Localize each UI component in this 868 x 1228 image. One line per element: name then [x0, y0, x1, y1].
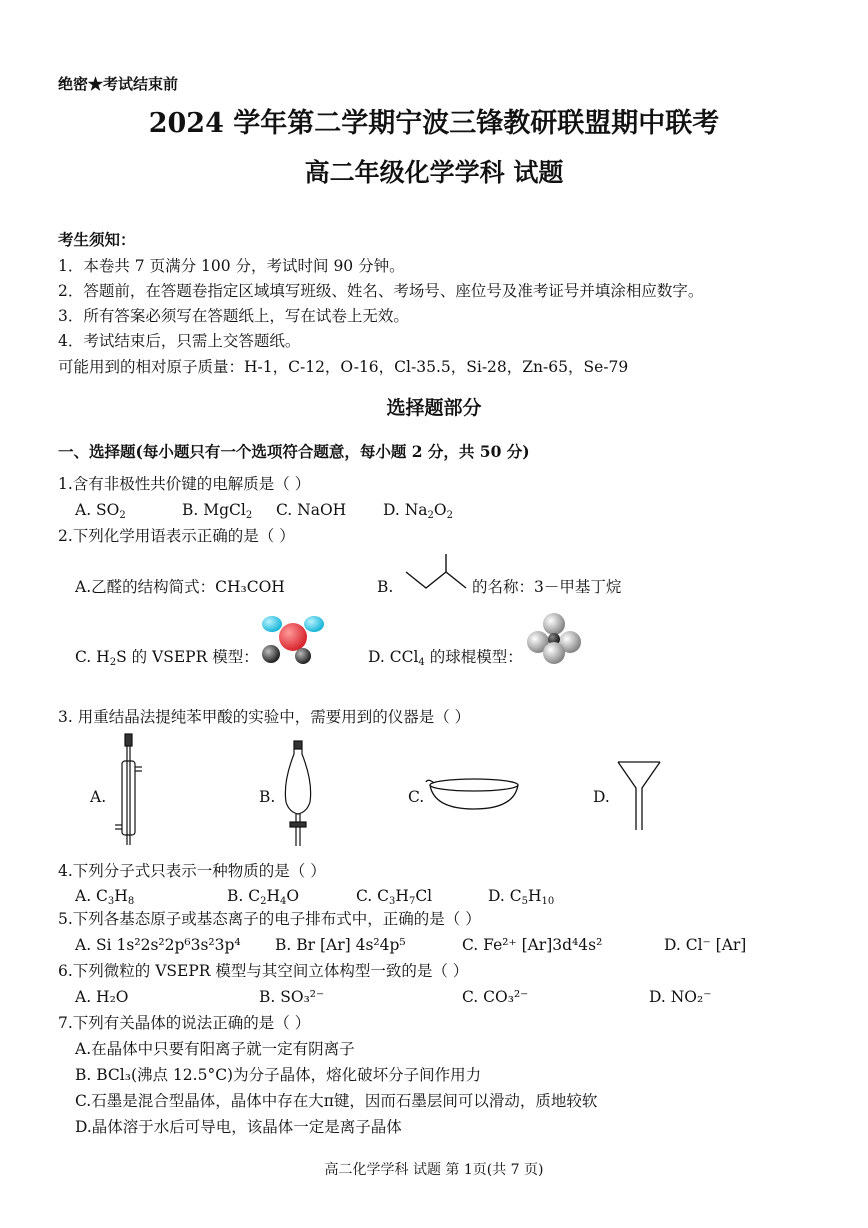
q2-option-d: D. CCl$_4$ 的球棍模型： — [368, 648, 523, 668]
q6-option-b: B. SO₃²⁻ — [259, 988, 325, 1006]
ccl4-ball-stick-icon — [526, 612, 582, 666]
q6-option-a: A. H₂O — [75, 988, 129, 1006]
q2-option-c: C. $H_2S$ 的 VSEPR 模型： — [75, 648, 259, 668]
q4-option-a: A. $C_3H_8$ — [75, 887, 135, 907]
notice-item: 1．本卷共 7 页满分 100 分，考试时间 90 分钟。 — [58, 257, 405, 275]
q4-option-c: C. $C_3H_7Cl$ — [356, 887, 433, 907]
q3-option-d-label: D. — [593, 788, 610, 806]
q2-option-a: A.乙醛的结构简式：CH₃COH — [75, 578, 285, 596]
q5-option-b: B. Br [Ar] 4s²4p⁵ — [275, 936, 406, 954]
section-title: 选择题部分 — [386, 397, 482, 419]
question-6-stem: 6.下列微粒的 VSEPR 模型与其空间立体构型一致的是（ ） — [58, 962, 469, 980]
funnel-icon — [616, 760, 662, 832]
question-7-stem: 7.下列有关晶体的说法正确的是（ ） — [58, 1014, 311, 1032]
q1-option-c: C. NaOH — [276, 501, 347, 519]
2-methylbutane-skeletal-icon — [404, 553, 474, 593]
page-footer: 高二化学学科 试题 第 1页(共 7 页) — [324, 1162, 544, 1178]
q6-option-d: D. NO₂⁻ — [649, 988, 712, 1006]
notice-heading: 考生须知： — [58, 230, 136, 249]
q6-option-c: C. CO₃²⁻ — [462, 988, 529, 1006]
part-heading: 一、选择题(每小题只有一个选项符合题意，每小题 2 分，共 50 分) — [58, 442, 530, 461]
q1-option-d: D. $Na_2O_2$ — [383, 501, 454, 521]
q4-option-b: B. $C_2H_4O$ — [227, 887, 300, 907]
notice-item: 3．所有答案必须写在答题纸上，写在试卷上无效。 — [58, 307, 409, 325]
q4-option-d: D. $C_5H_{10}$ — [488, 887, 555, 907]
atomic-masses: 可能用到的相对原子质量：H-1，C-12，O-16，Cl-35.5，Si-28，Zn-65，Se-79 — [58, 358, 629, 376]
h2s-vsepr-model-icon — [258, 610, 330, 668]
exam-title: 2024 学年第二学期宁波三锋教研联盟期中联考 — [148, 108, 720, 139]
notice-item: 4．考试结束后，只需上交答题纸。 — [58, 332, 301, 350]
question-3-stem: 3. 用重结晶法提纯苯甲酸的实验中，需要用到的仪器是（ ） — [58, 708, 471, 726]
q2-option-b-text: 的名称：3－甲基丁烷 — [472, 578, 622, 596]
q7-option-a: A.在晶体中只要有阳离子就一定有阴离子 — [75, 1040, 355, 1058]
q7-option-c: C.石墨是混合型晶体，晶体中存在大π键，因而石墨层间可以滑动，质地较软 — [75, 1092, 598, 1110]
q1-option-a: A. $SO_2$ — [75, 501, 126, 521]
q5-option-d: D. Cl⁻ [Ar] — [664, 936, 747, 954]
q7-option-b: B. BCl₃(沸点 12.5°C)为分子晶体，熔化破坏分子间作用力 — [75, 1066, 482, 1084]
q3-option-a-label: A. — [90, 788, 107, 806]
notice-item: 2．答题前，在答题卷指定区域填写班级、姓名、考场号、座位号及准考证号并填涂相应数字。 — [58, 282, 704, 300]
question-1-stem: 1.含有非极性共价键的电解质是（ ） — [58, 475, 311, 493]
confidential-label: 绝密★考试结束前 — [58, 75, 179, 93]
q2-option-b-label: B. — [377, 578, 394, 596]
q7-option-d: D.晶体溶于水后可导电，该晶体一定是离子晶体 — [75, 1118, 402, 1136]
separatory-funnel-icon — [281, 740, 315, 848]
q1-option-b: B. MgCl$_2$ — [182, 501, 253, 521]
condenser-icon — [114, 733, 144, 851]
q5-option-c: C. Fe²⁺ [Ar]3d⁴4s² — [462, 936, 603, 954]
q3-option-b-label: B. — [259, 788, 276, 806]
q5-option-a: A. Si 1s²2s²2p⁶3s²3p⁴ — [75, 936, 241, 954]
question-5-stem: 5.下列各基态原子或基态离子的电子排布式中，正确的是（ ） — [58, 910, 481, 928]
q3-option-c-label: C. — [408, 788, 425, 806]
question-2-stem: 2.下列化学用语表示正确的是（ ） — [58, 527, 295, 545]
evaporating-dish-icon — [428, 776, 520, 812]
question-4-stem: 4.下列分子式只表示一种物质的是（ ） — [58, 862, 326, 880]
exam-subtitle: 高二年级化学学科 试题 — [304, 158, 564, 187]
